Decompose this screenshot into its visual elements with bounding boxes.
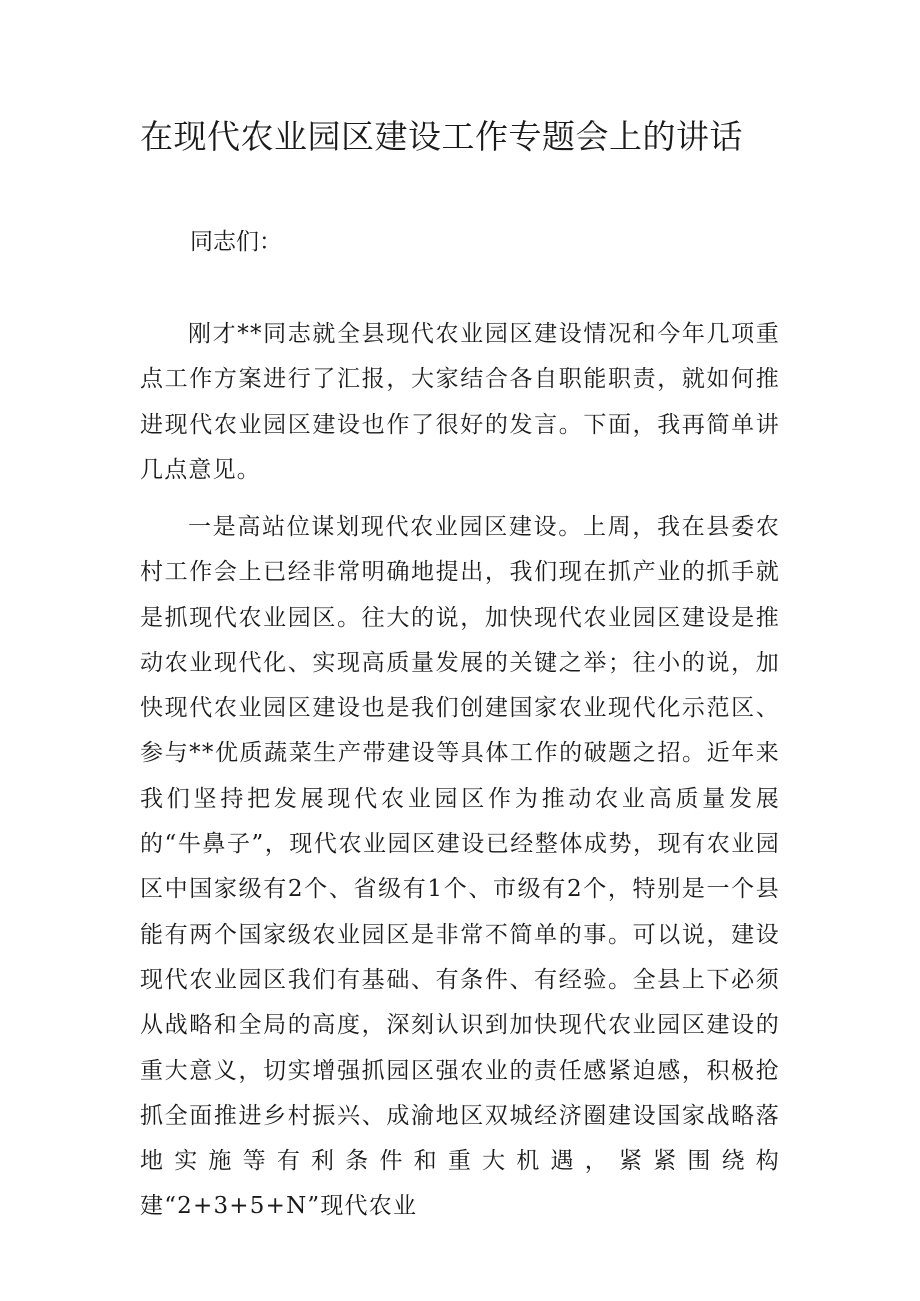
salutation: 同志们： — [190, 229, 282, 255]
paragraph-point-one: 一是高站位谋划现代农业园区建设。上周，我在县委农村工作会上已经非常明确地提出，我们现在抓产业的抓手就是抓现代农业园区。往大的说，加快现代农业园区建设是推动农业现代化、实现高质量发展的关键之举；往小的说，加快现代农业园区建设也是我们创建国家农业现代化示范区、参与**优质蔬菜生产带建设等具体工作的破题之招。近年来我们坚持把发展现代农业园区作为推动农业高质量发展的“牛鼻子”，现代农业园区建设已经整体成势，现有农业园区中国家级有2个、省级有1个、市级有2个，特别是一个县能有两个国家级农业园区是非常不简单的事。可以说，建设现代农业园区我们有基础、有条件、有经验。全县上下必须从战略和全局的高度，深刻认识到加快现代农业园区建设的重大意义，切实增强抓园区强农业的责任感紧迫感，积极抢抓全面推进乡村振兴、成渝地区双城经济圈建设国家战略落地实施等有利条件和重大机遇，紧紧围绕构建“2+3+5+N”现代农业 — [140, 514, 780, 1220]
paragraph-opening: 刚才**同志就全县现代农业园区建设情况和今年几项重点工作方案进行了汇报，大家结合各自职能职责，就如何推进现代农业园区建设也作了很好的发言。下面，我再简单讲几点意见。 — [140, 321, 780, 483]
document-title: 在现代农业园区建设工作专题会上的讲话 — [140, 117, 743, 156]
